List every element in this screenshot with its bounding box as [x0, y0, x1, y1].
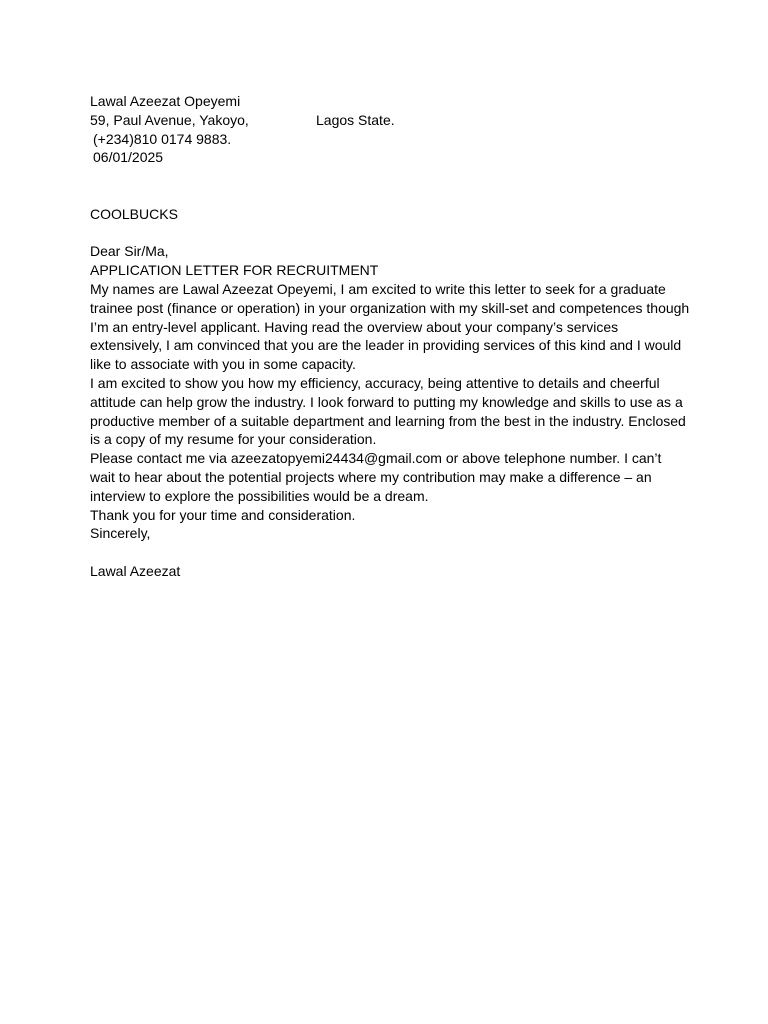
- body-paragraph-3: Please contact me via azeezatopyemi24434@gmail.com or above telephone number. I can’t wait to hear about the potential projects where my contribution may make a difference – an interview to explore the possibilities would be a dream.: [90, 450, 662, 504]
- signature: Lawal Azeezat: [90, 562, 181, 579]
- sender-phone: (+234)810 0174 9883.: [93, 130, 232, 147]
- sender-state: Lagos State.: [316, 111, 395, 128]
- spacer: [90, 167, 690, 205]
- letter-date: 06/01/2025: [93, 149, 164, 166]
- sender-address: 59, Paul Avenue, Yakoyo,: [90, 111, 249, 128]
- sender-name: Lawal Azeezat Opeyemi: [90, 93, 241, 109]
- spacer: [90, 543, 690, 562]
- body-paragraph-2: I am excited to show you how my efficiency, accuracy, being attentive to details and cheerful attitude can help grow the industry. I look forward to putting my knowledge and skills to use as a productive member of a suitable department and learning from the best in the industry. Enclosed is a copy of my resume for your consideration.: [90, 374, 686, 448]
- letter-subject: APPLICATION LETTER FOR RECRUITMENT: [90, 262, 379, 279]
- body-paragraph-1: My names are Lawal Azeezat Opeyemi, I am excited to write this letter to seek for a graduate trainee post (finance or operation) in your organization with my skill-set and competences though I’m an entry-level applicant. Having read the overview about your company’s services extensively, I am convinced that you are the leader in providing services of this kind and I would like to associate with you in some capacity.: [90, 280, 690, 373]
- body-paragraph-4: Thank you for your time and consideration.: [90, 506, 356, 523]
- letter-page: [90, 92, 690, 581]
- closing: Sincerely,: [90, 525, 151, 542]
- salutation: Dear Sir/Ma,: [90, 243, 169, 260]
- recipient-company: COOLBUCKS: [90, 205, 178, 222]
- sender-address-line: [90, 111, 690, 130]
- spacer: [90, 224, 690, 243]
